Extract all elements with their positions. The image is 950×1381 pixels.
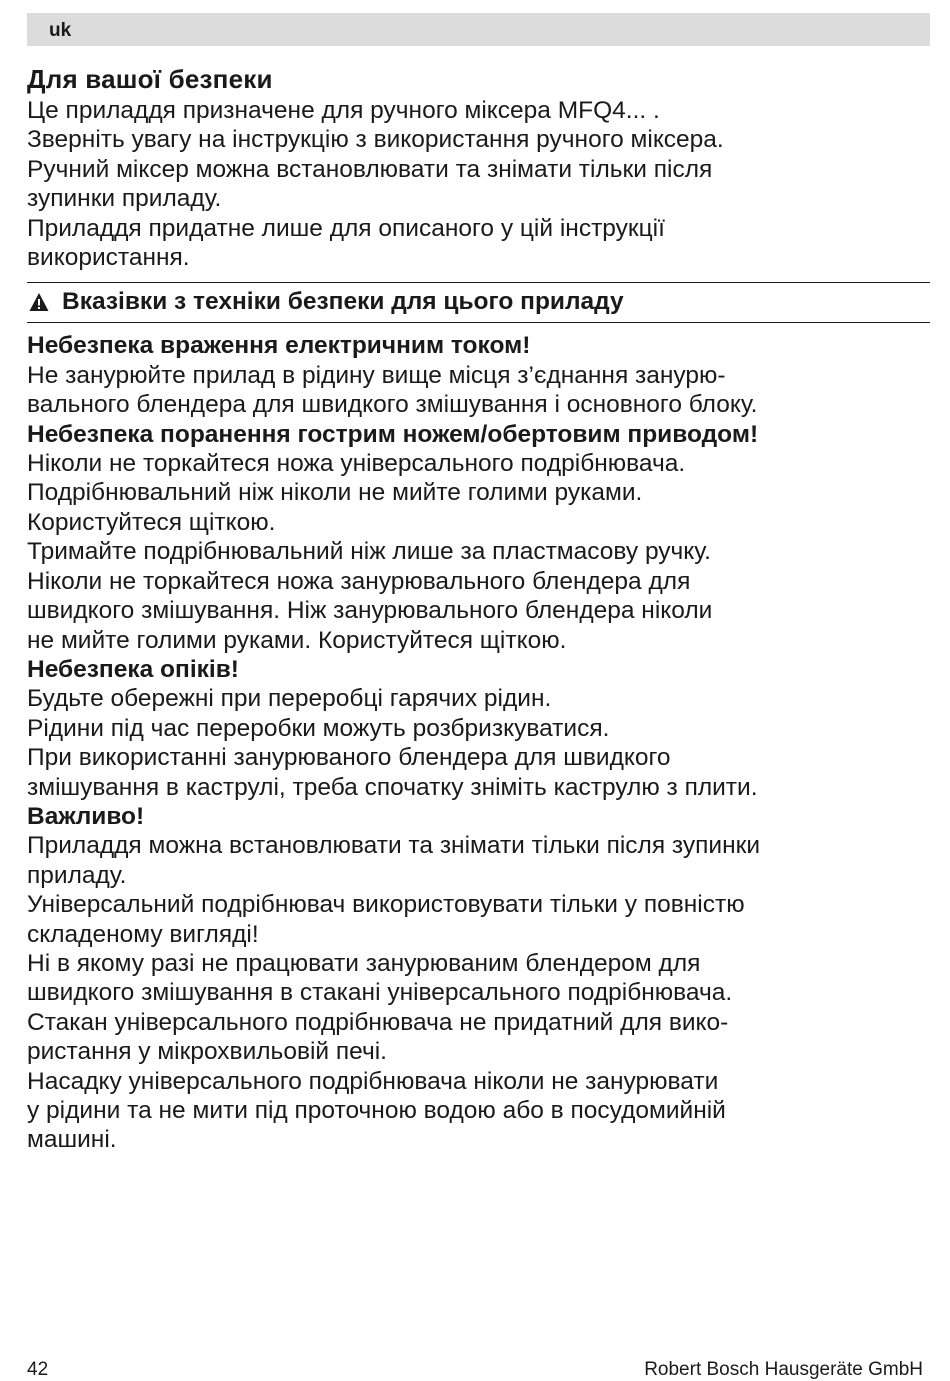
- text-line: змішування в каструлі, треба спочатку зніміть каструлю з плити.: [27, 773, 758, 801]
- warning-triangle-icon: [29, 292, 49, 312]
- company-name: Robert Bosch Hausgeräte GmbH: [644, 1359, 923, 1380]
- warning-blocks: [27, 331, 930, 1154]
- text-line: приладу.: [27, 861, 127, 889]
- text-line: зупинки приладу.: [27, 185, 222, 213]
- language-bar: [27, 13, 930, 46]
- safety-text: [27, 96, 930, 272]
- text-line: Це приладдя призначене для ручного міксера MFQ4... .: [27, 97, 660, 124]
- safety-title: Для вашої безпеки: [27, 64, 273, 94]
- language-code: uk: [49, 20, 72, 41]
- text-line: Ніколи не торкайтеся ножа занурювального блендера для: [27, 567, 691, 595]
- text-line: швидкого змішування в стакані універсального подрібнювача.: [27, 979, 733, 1007]
- warning-heading: Небезпека поранення гострим ножем/обертовим приводом!: [27, 420, 759, 448]
- text-line: Будьте обережні при переробці гарячих рідин.: [27, 685, 552, 713]
- text-line: вального блендера для швидкого змішування і основного блоку.: [27, 391, 758, 419]
- page-content: [27, 64, 930, 1155]
- text-line: Приладдя придатне лише для описаного у цій інструкції: [27, 214, 665, 242]
- text-line: Стакан універсального подрібнювача не придатний для вико-: [27, 1008, 729, 1036]
- text-line: швидкого змішування. Ніж занурювального блендера ніколи: [27, 597, 713, 625]
- text-line: не мийте голими руками. Користуйтеся щіткою.: [27, 626, 567, 654]
- text-line: ристання у мікрохвильовій печі.: [27, 1038, 387, 1066]
- text-line: машині.: [27, 1126, 117, 1154]
- text-line: складеному вигляді!: [27, 920, 259, 948]
- warnings-title: Вказівки з техніки безпеки для цього приладу: [62, 288, 624, 316]
- text-line: Не занурюйте прилад в рідину вище місця з’єднання занурю-: [27, 361, 726, 389]
- text-line: використання.: [27, 244, 190, 272]
- text-line: Універсальний подрібнювач використовувати тільки у повністю: [27, 891, 745, 919]
- text-line: Зверніть увагу на інструкцію з використання ручного міксера.: [27, 126, 724, 154]
- warning-heading: Важливо!: [27, 802, 145, 830]
- text-line: Тримайте подрібнювальний ніж лише за пластмасову ручку.: [27, 538, 711, 566]
- text-line: Подрібнювальний ніж ніколи не мийте голими руками.: [27, 479, 643, 507]
- text-line: Насадку універсального подрібнювача ніколи не занурювати: [27, 1067, 719, 1095]
- page-number: 42: [27, 1359, 49, 1380]
- text-line: Користуйтеся щіткою.: [27, 508, 276, 536]
- warnings-header: [27, 282, 930, 323]
- text-line: Ручний міксер можна встановлювати та знімати тільки після: [27, 155, 713, 183]
- text-line: Рідини під час переробки можуть розбризкуватися.: [27, 714, 610, 742]
- warning-heading: Небезпека враження електричним током!: [27, 332, 531, 360]
- text-line: Ні в якому разі не працювати занурюваним блендером для: [27, 949, 701, 977]
- warning-heading: Небезпека опіків!: [27, 655, 239, 683]
- text-line: Приладдя можна встановлювати та знімати тільки після зупинки: [27, 832, 761, 860]
- text-line: Ніколи не торкайтеся ножа універсального подрібнювача.: [27, 450, 686, 478]
- text-line: При використанні занурюваного блендера для швидкого: [27, 744, 671, 772]
- text-line: у рідини та не мити під проточною водою або в посудомийній: [27, 1097, 726, 1124]
